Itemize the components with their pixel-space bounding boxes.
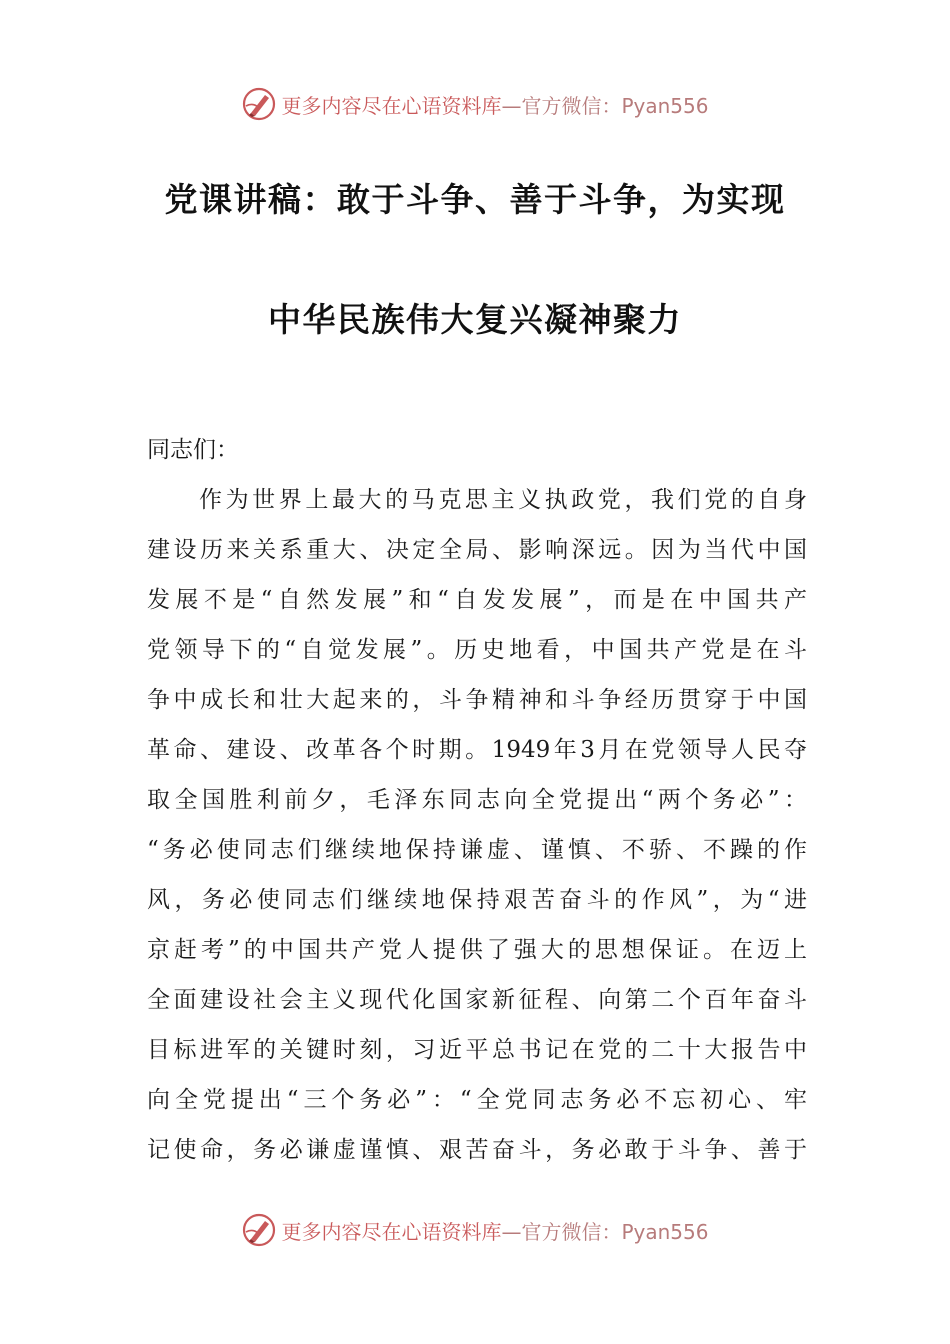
body-line: 发展不是“自然发展”和“自发发展”，而是在中国共产 [147,587,807,613]
body-line: 争中成长和壮大起来的，斗争精神和斗争经历贯穿于中国 [147,687,807,713]
body-line: 目标进军的关键时刻，习近平总书记在党的二十大报告中 [147,1037,807,1063]
header-banner [0,84,950,124]
body-line: 作为世界上最大的马克思主义执政党，我们党的自身 [199,487,807,513]
pen-logo-icon [241,1212,277,1248]
body-line: 建设历来关系重大、决定全局、影响深远。因为当代中国 [147,537,807,563]
title-line-2: 中华民族伟大复兴凝神聚力 [268,300,682,339]
body-line: 记使命，务必谦虚谨慎、艰苦奋斗，务必敢于斗争、善于 [147,1137,807,1163]
body-line: 全面建设社会主义现代化国家新征程、向第二个百年奋斗 [147,987,807,1013]
body-line: “务必使同志们继续地保持谦虚、谨慎、不骄、不躁的作 [147,837,807,863]
banner-text: 更多内容尽在心语资料库 [281,1219,502,1244]
pen-logo-icon [241,86,277,122]
banner-wechat: —官方微信：Pyan556 [501,1219,709,1244]
body-line: 京赶考”的中国共产党人提供了强大的思想保证。在迈上 [147,937,807,963]
body-line: 党领导下的“自觉发展”。历史地看，中国共产党是在斗 [147,637,807,663]
body-line: 革命、建设、改革各个时期。1949年3月在党领导人民夺 [147,737,807,763]
banner-wechat: —官方微信：Pyan556 [501,93,709,118]
body-line: 向全党提出“三个务必”：“全党同志务必不忘初心、牢 [147,1087,807,1113]
body-line: 风，务必使同志们继续地保持艰苦奋斗的作风”，为“进 [147,887,807,913]
footer-banner [0,1210,950,1250]
body-paragraph [147,478,807,1178]
title-line-1: 党课讲稿：敢于斗争、善于斗争，为实现 [164,180,786,219]
banner-text: 更多内容尽在心语资料库 [281,93,502,118]
salutation: 同志们： [147,437,239,463]
body-line: 取全国胜利前夕，毛泽东同志向全党提出“两个务必”： [147,787,807,813]
